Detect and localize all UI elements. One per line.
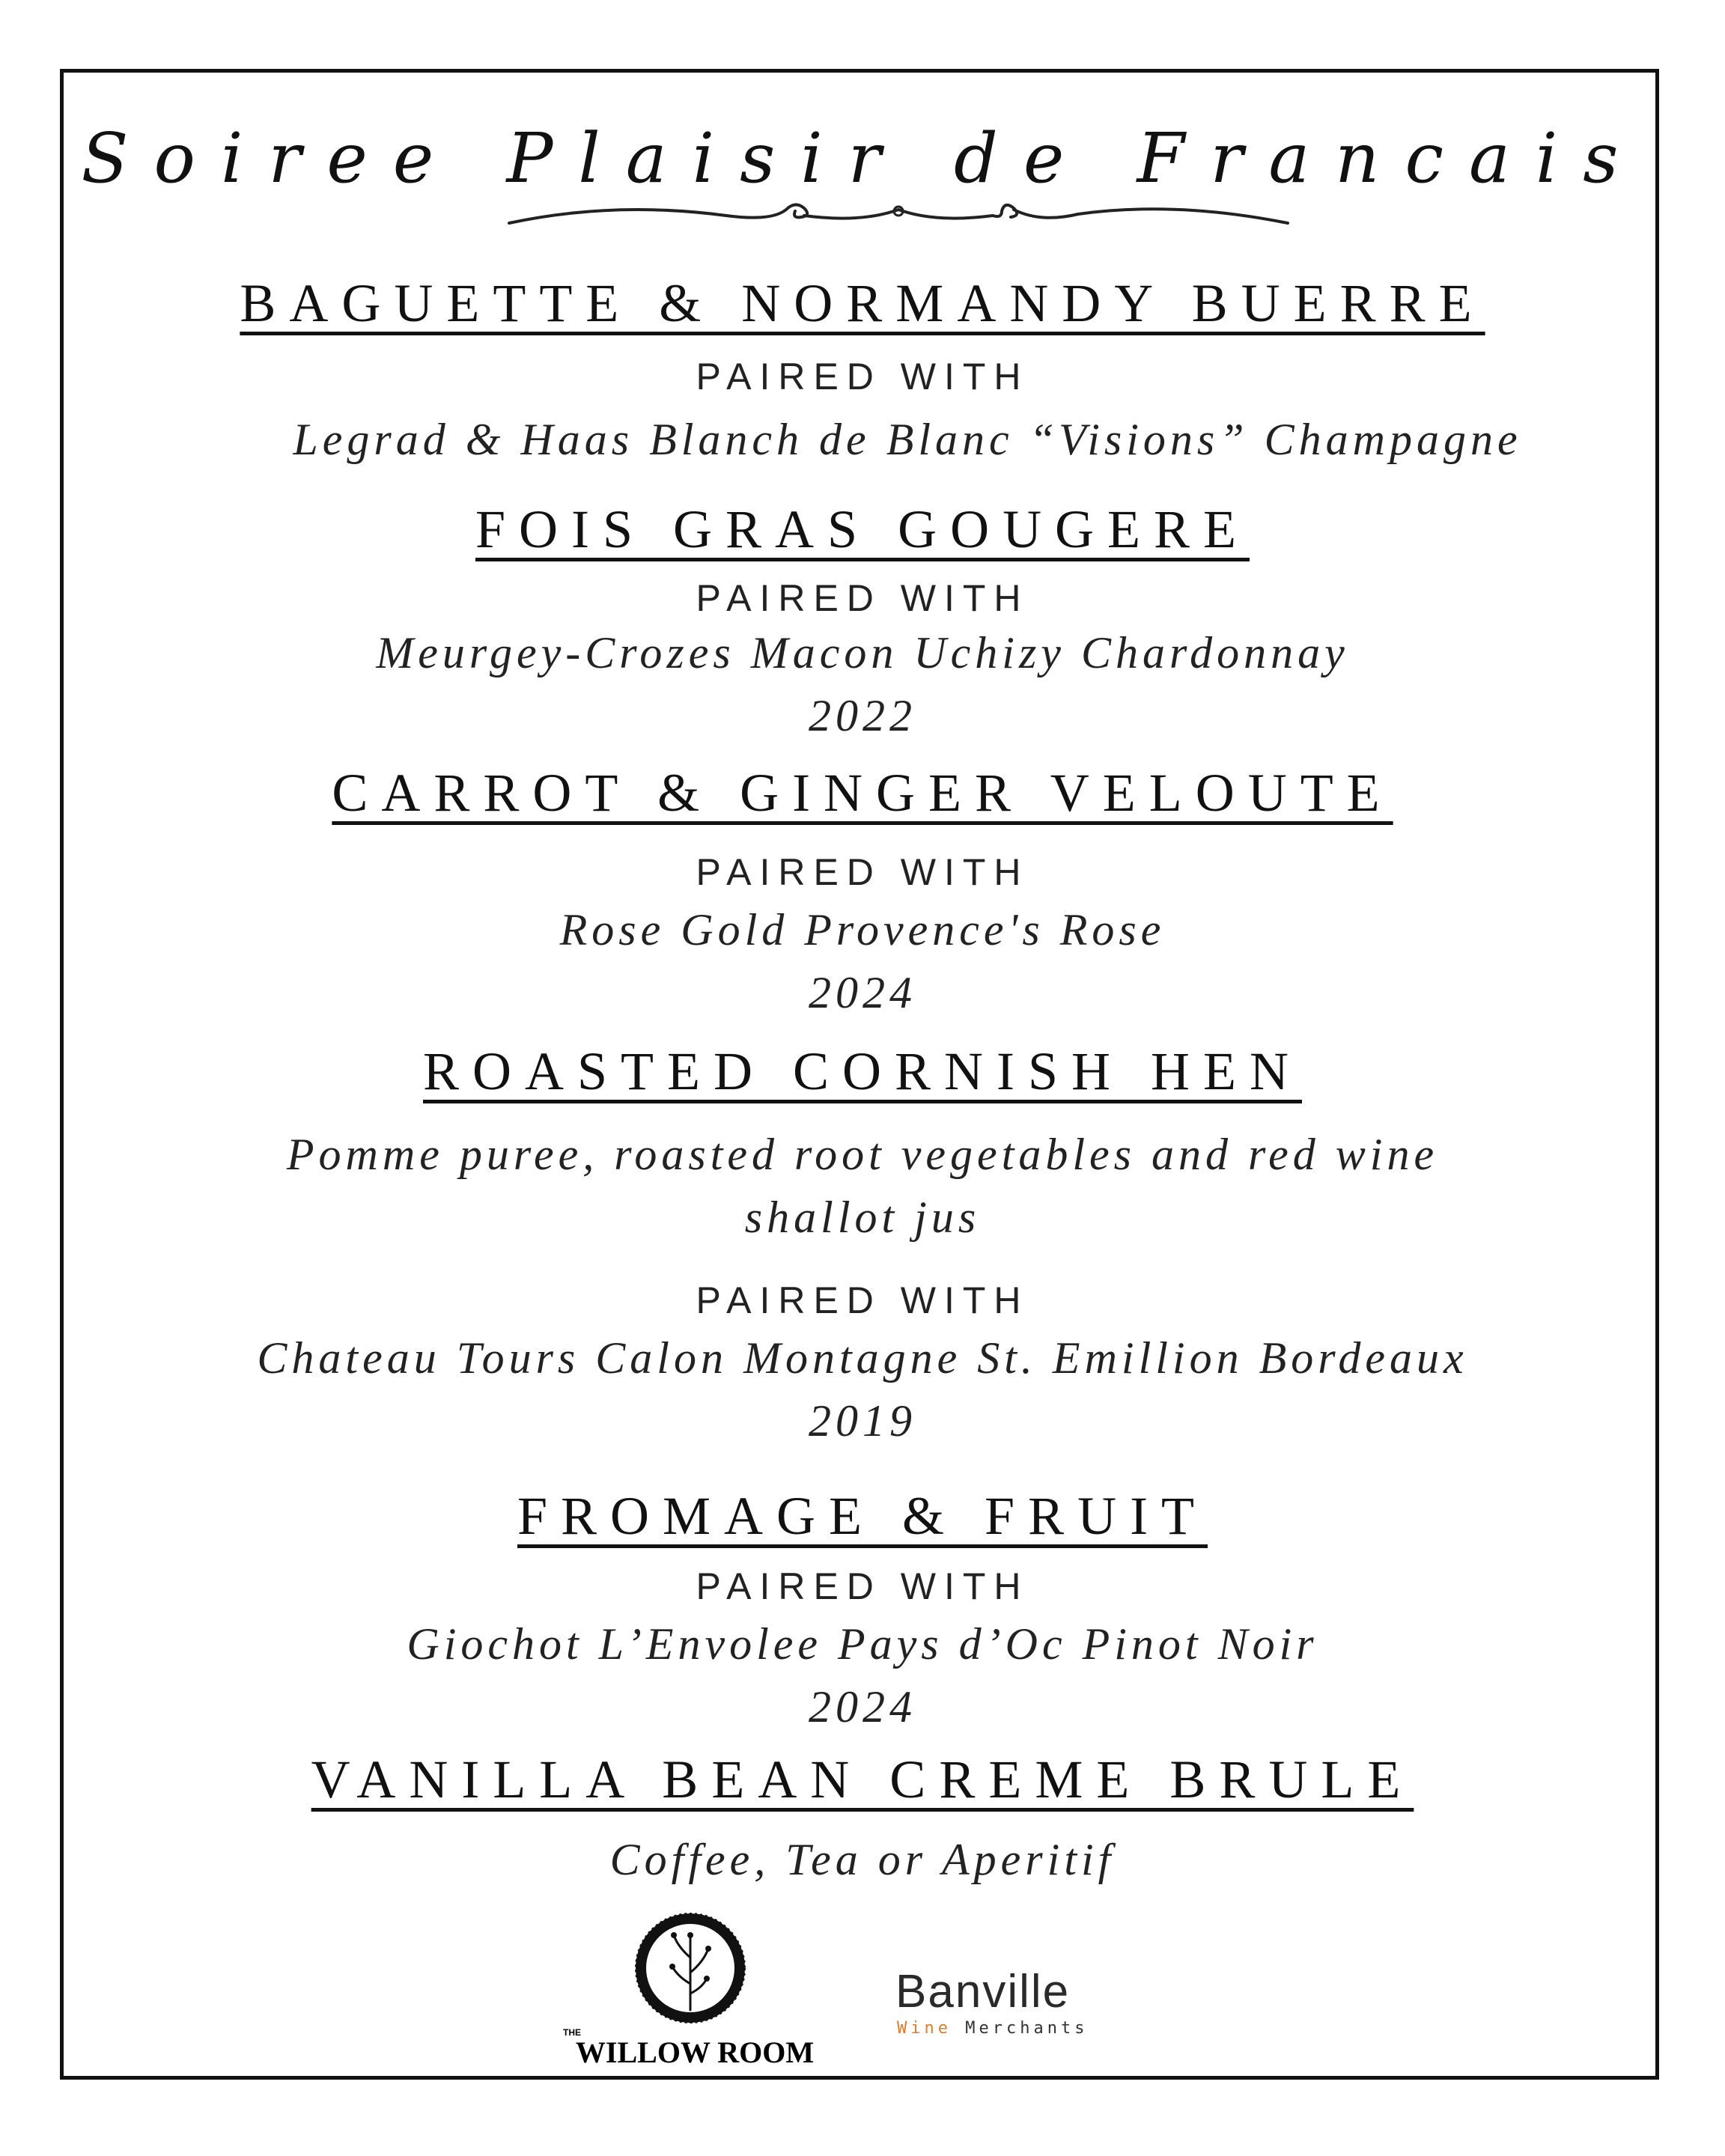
course-carrot-wine: Rose Gold Provence's Rose [559,905,1166,954]
menu-title: Soiree Plaisir de Francais [81,118,1644,198]
flourish-divider [502,193,1295,231]
course-fromage-name: FROMAGE & FRUIT [517,1486,1208,1546]
banville-logo-name: Banville [895,1966,1071,2018]
course-hen-name: ROASTED CORNISH HEN [422,1041,1303,1101]
course-fromage-paired-label: PAIRED WITH [696,1565,1029,1607]
course-hen-paired-label: PAIRED WITH [696,1279,1029,1321]
course-fromage-vintage: 2024 [809,1682,916,1732]
course-hen-wine: Chateau Tours Calon Montagne St. Emillion Bordeaux [257,1333,1468,1383]
course-carrot-paired-label: PAIRED WITH [696,851,1029,893]
course-carrot-vintage: 2024 [809,968,916,1017]
course-fois-gras-vintage: 2022 [809,691,916,740]
course-fois-gras-name: FOIS GRAS GOUGERE [475,499,1250,559]
course-fromage-wine: Giochot L’Envolee Pays d’Oc Pinot Noir [407,1619,1318,1669]
course-baguette-name: BAGUETTE & NORMANDY BUERRE [240,273,1485,333]
course-fois-gras-wine: Meurgey-Crozes Macon Uchizy Chardonnay [376,628,1349,677]
course-hen-vintage: 2019 [809,1396,916,1446]
course-hen-description-1: Pomme puree, roasted root vegetables and red wine [286,1130,1439,1179]
willow-room-name: WILLOW ROOM [575,2035,815,2069]
banville-sub-wine: Wine [897,2019,952,2038]
banville-sub-merchants: Merchants [965,2019,1089,2038]
banville-logo-sub [897,2019,1088,2038]
willow-room-the: THE [563,2027,581,2038]
course-baguette-paired-label: PAIRED WITH [696,356,1029,398]
course-fois-gras-paired-label: PAIRED WITH [696,577,1029,619]
course-hen-description-2: shallot jus [744,1193,981,1242]
course-creme-brule-name: VANILLA BEAN CREME BRULE [311,1750,1414,1809]
course-creme-brule-drinks: Coffee, Tea or Aperitif [609,1835,1116,1884]
course-baguette-wine: Legrad & Haas Blanch de Blanc “Visions” Champagne [293,415,1522,464]
course-carrot-name: CARROT & GINGER VELOUTE [332,763,1393,823]
